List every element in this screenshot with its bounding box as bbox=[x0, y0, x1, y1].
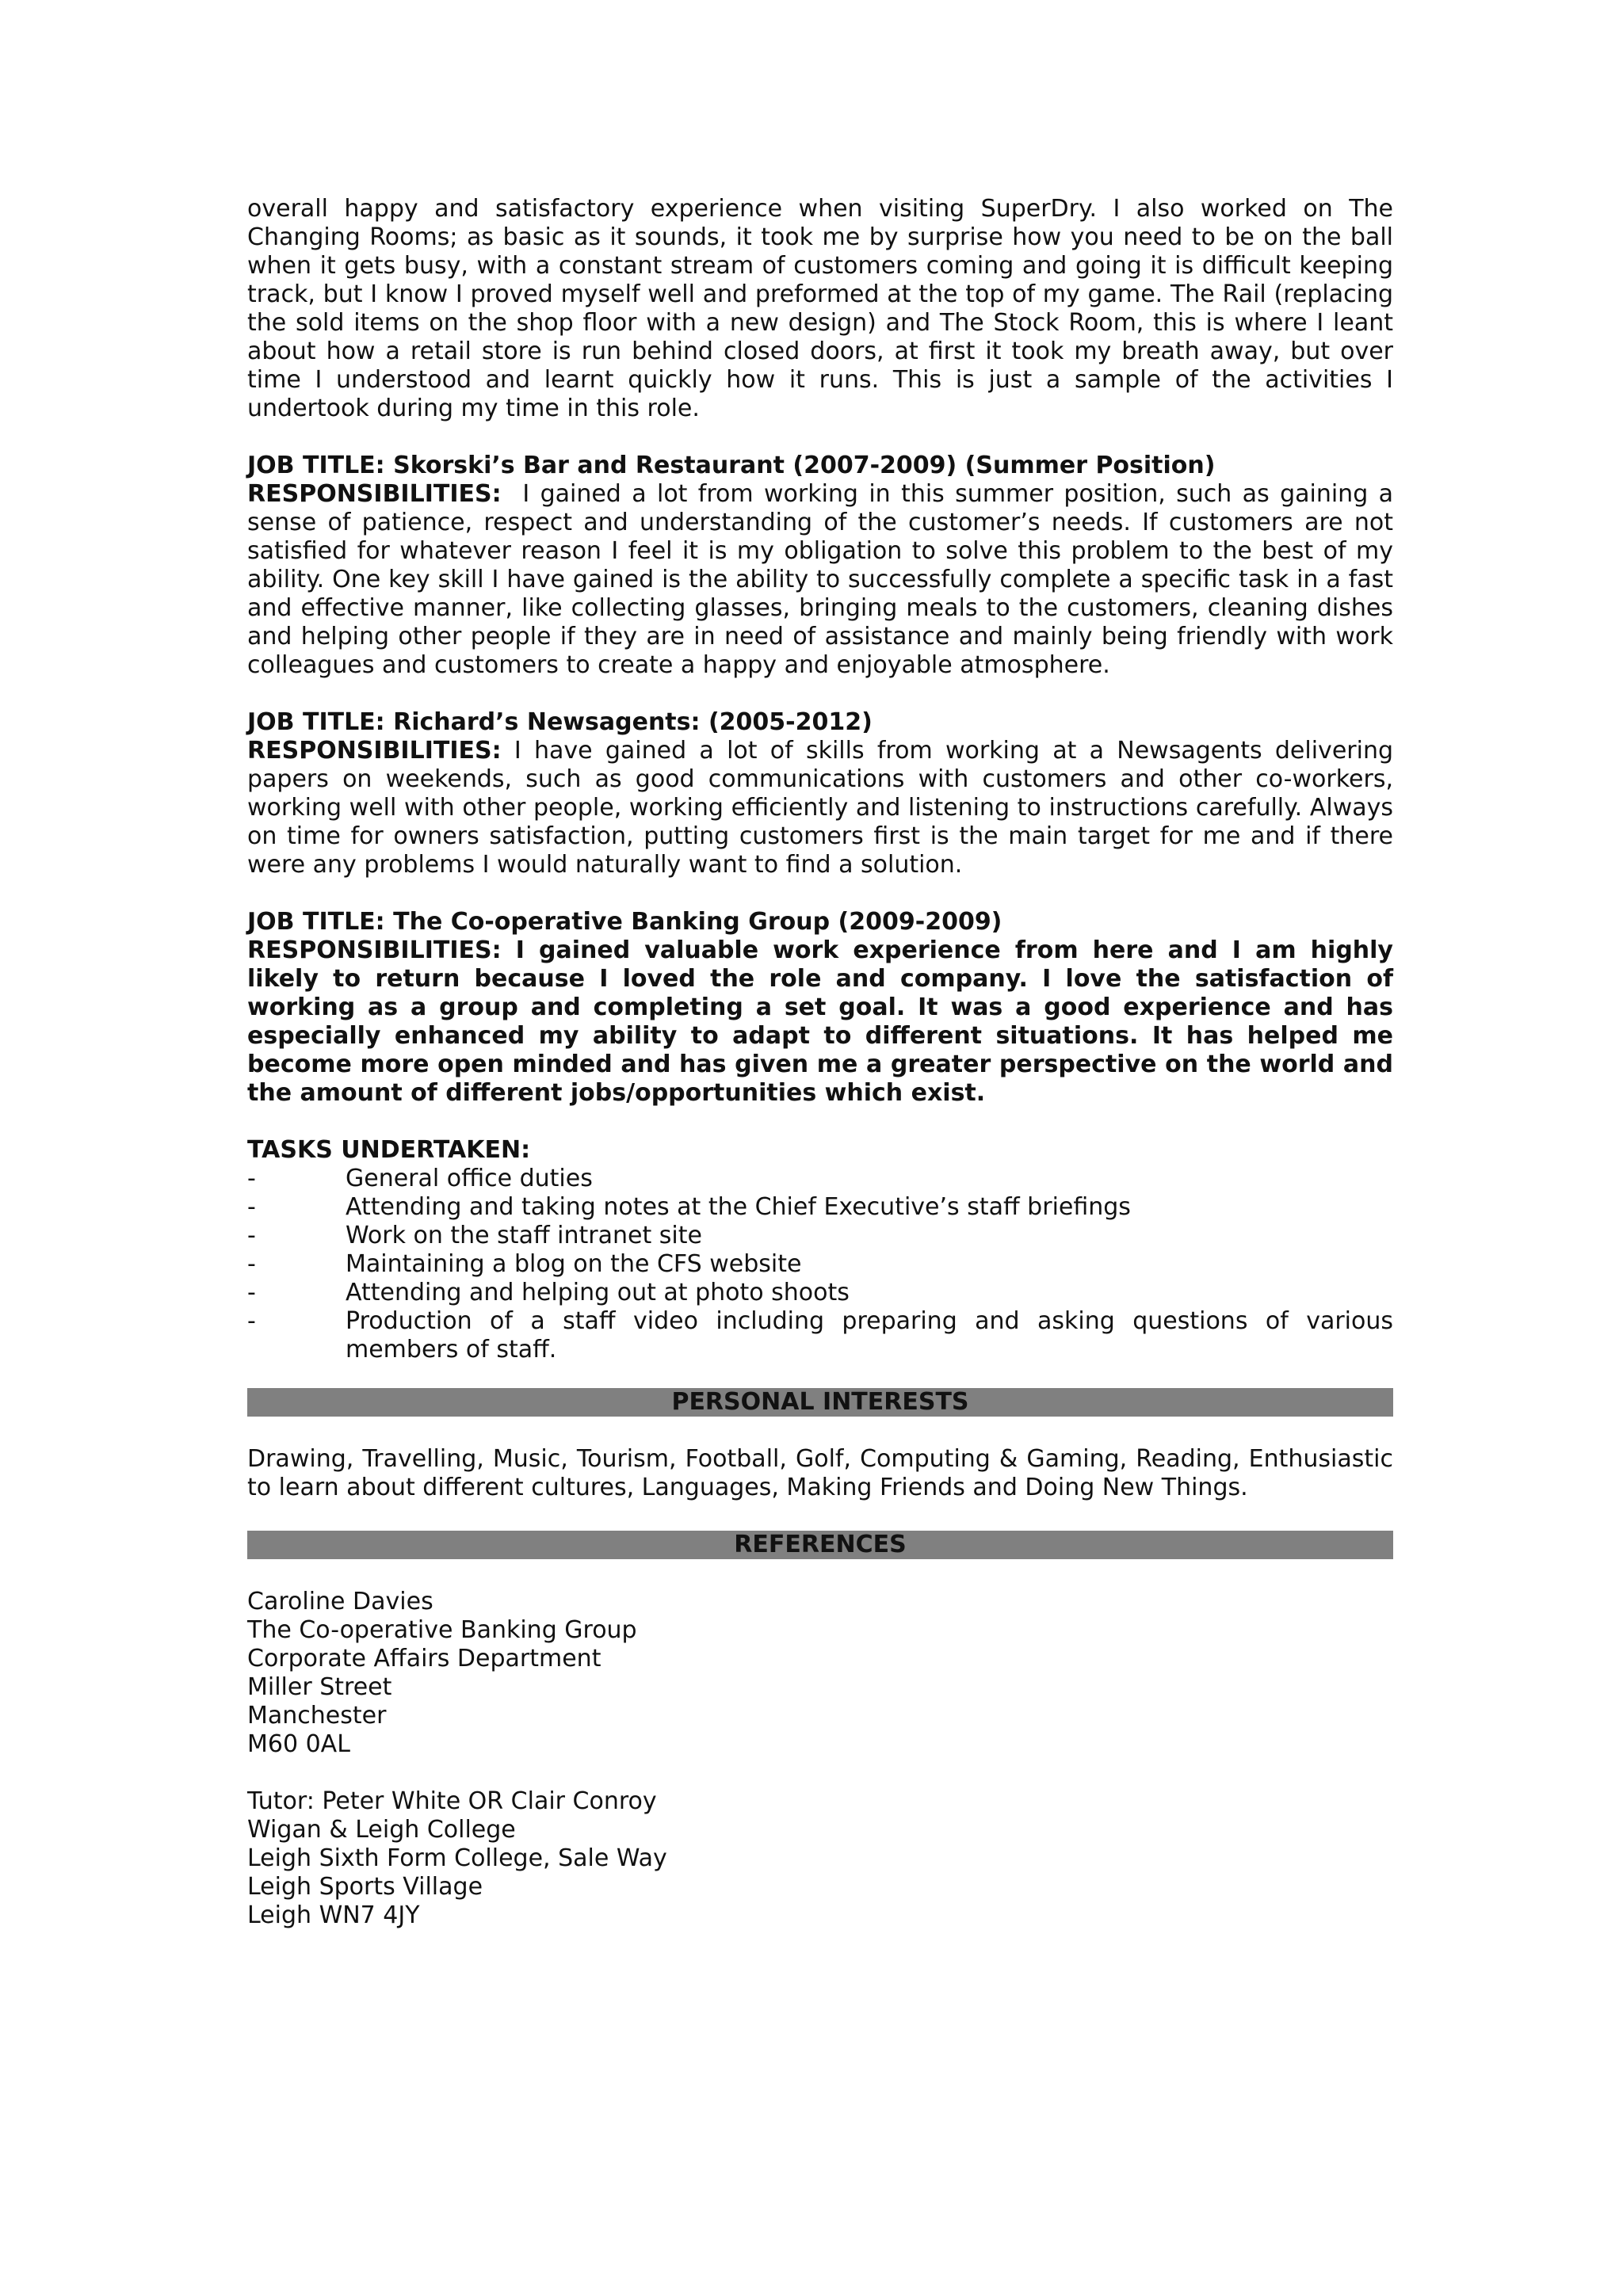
reference-1 bbox=[247, 1588, 1393, 1759]
dash-bullet: - bbox=[247, 1279, 256, 1306]
responsibilities-text: I gained valuable work experience from here and I am highly likely to return because I loved the role and company. I love the satisfaction of working as a group and completing a set goal. It was a good experience and has especially enhanced my ability to adapt to different situations. It has helped me become more open minded and has given me a greater perspective on the world and the amount of different jobs/opportunities which exist. bbox=[247, 936, 1393, 1107]
responsibilities-label: RESPONSIBILITIES: bbox=[247, 737, 502, 765]
reference-line: Leigh Sixth Form College, Sale Way bbox=[247, 1844, 667, 1872]
spacer bbox=[247, 423, 1393, 452]
reference-line: Caroline Davies bbox=[247, 1588, 433, 1615]
personal-interests-heading: PERSONAL INTERESTS bbox=[247, 1388, 1393, 1417]
spacer bbox=[247, 879, 1393, 908]
reference-line: Manchester bbox=[247, 1702, 387, 1730]
dash-bullet: - bbox=[247, 1193, 256, 1221]
reference-line: Leigh WN7 4JY bbox=[247, 1901, 420, 1929]
dash-bullet: - bbox=[247, 1222, 256, 1249]
reference-line: Leigh Sports Village bbox=[247, 1873, 483, 1901]
job-entry-cooperative-banking bbox=[247, 908, 1393, 1108]
task-text: Maintaining a blog on the CFS website bbox=[346, 1250, 802, 1278]
job-title: JOB TITLE: Skorski’s Bar and Restaurant (2007-2009) (Summer Position) bbox=[247, 452, 1216, 479]
spacer bbox=[247, 1108, 1393, 1136]
reference-2 bbox=[247, 1787, 1393, 1930]
responsibilities-label: RESPONSIBILITIES: bbox=[247, 480, 502, 508]
dash-bullet: - bbox=[247, 1165, 256, 1192]
job-entry-richards-newsagents bbox=[247, 708, 1393, 879]
task-text: Attending and helping out at photo shoots bbox=[346, 1279, 850, 1306]
reference-line: Corporate Affairs Department bbox=[247, 1645, 601, 1672]
task-text: General office duties bbox=[346, 1165, 593, 1192]
list-item bbox=[247, 1307, 1393, 1364]
cv-page bbox=[247, 195, 1393, 1930]
job-responsibilities bbox=[247, 737, 1393, 879]
list-item bbox=[247, 1250, 1393, 1279]
list-item bbox=[247, 1165, 1393, 1193]
job-title: JOB TITLE: The Co-operative Banking Group (2009-2009) bbox=[247, 908, 1002, 936]
spacer bbox=[247, 1417, 1393, 1445]
responsibilities-text: I have gained a lot of skills from working at a Newsagents delivering papers on weekends, such as good communications with customers and other co-workers, working well with other people, working efficiently and listening to instructions carefully. Always on time for owners satisfaction, putting customers first is the main target for me and if there were any problems I would naturally want to find a solution. bbox=[247, 737, 1393, 879]
spacer bbox=[247, 1559, 1393, 1588]
responsibilities-label: RESPONSIBILITIES: bbox=[247, 936, 502, 964]
tasks-title: TASKS UNDERTAKEN: bbox=[247, 1136, 531, 1164]
intro-paragraph: overall happy and satisfactory experience when visiting SuperDry. I also worked on The Changing Rooms; as basic as it sounds, it took me by surprise how you need to be on the ball when it gets busy, with a constant stream of customers coming and going it is difficult keeping track, but I know I proved myself well and preformed at the top of my game. The Rail (replacing the sold items on the shop floor with a new design) and The Stock Room, this is where I leant about how a retail store is run behind closed doors, at first it took my breath away, but over time I understood and learnt quickly how it runs. This is just a sample of the activities I undertook during my time in this role. bbox=[247, 195, 1393, 422]
spacer bbox=[247, 680, 1393, 708]
reference-line: Wigan & Leigh College bbox=[247, 1816, 516, 1844]
references-heading: REFERENCES bbox=[247, 1531, 1393, 1559]
reference-line: The Co-operative Banking Group bbox=[247, 1616, 637, 1644]
dash-bullet: - bbox=[247, 1307, 256, 1335]
reference-line: Miller Street bbox=[247, 1673, 392, 1701]
personal-interests-text: Drawing, Travelling, Music, Tourism, Football, Golf, Computing & Gaming, Reading, Enthusiastic to learn about different cultures, Languages, Making Friends and Doing New Things. bbox=[247, 1445, 1393, 1501]
list-item bbox=[247, 1222, 1393, 1250]
responsibilities-text: I gained a lot from working in this summer position, such as gaining a sense of patience, respect and understanding of the customer’s needs. If customers are not satisfied for whatever reason I feel it is my obligation to solve this problem to the best of my ability. One key skill I have gained is the ability to successfully complete a specific task in a fast and effective manner, like collecting glasses, bringing meals to the customers, cleaning dishes and helping other people if they are in need of assistance and mainly being friendly with work colleagues and customers to create a happy and enjoyable atmosphere. bbox=[247, 480, 1393, 679]
reference-line: M60 0AL bbox=[247, 1730, 350, 1758]
job-entry-skorskis bbox=[247, 452, 1393, 680]
spacer bbox=[247, 1759, 1393, 1787]
task-list bbox=[247, 1165, 1393, 1364]
task-text: Attending and taking notes at the Chief Executive’s staff briefings bbox=[346, 1193, 1131, 1221]
reference-line: Tutor: Peter White OR Clair Conroy bbox=[247, 1787, 657, 1815]
list-item bbox=[247, 1193, 1393, 1222]
task-text: Production of a staff video including preparing and asking questions of various members of staff. bbox=[346, 1307, 1393, 1363]
list-item bbox=[247, 1279, 1393, 1307]
tasks-section bbox=[247, 1136, 1393, 1364]
job-responsibilities bbox=[247, 480, 1393, 680]
task-text: Work on the staff intranet site bbox=[346, 1222, 702, 1249]
spacer bbox=[247, 1364, 1393, 1388]
job-title: JOB TITLE: Richard’s Newsagents: (2005-2012) bbox=[247, 708, 873, 736]
dash-bullet: - bbox=[247, 1250, 256, 1278]
spacer bbox=[247, 1502, 1393, 1531]
job-responsibilities bbox=[247, 936, 1393, 1108]
